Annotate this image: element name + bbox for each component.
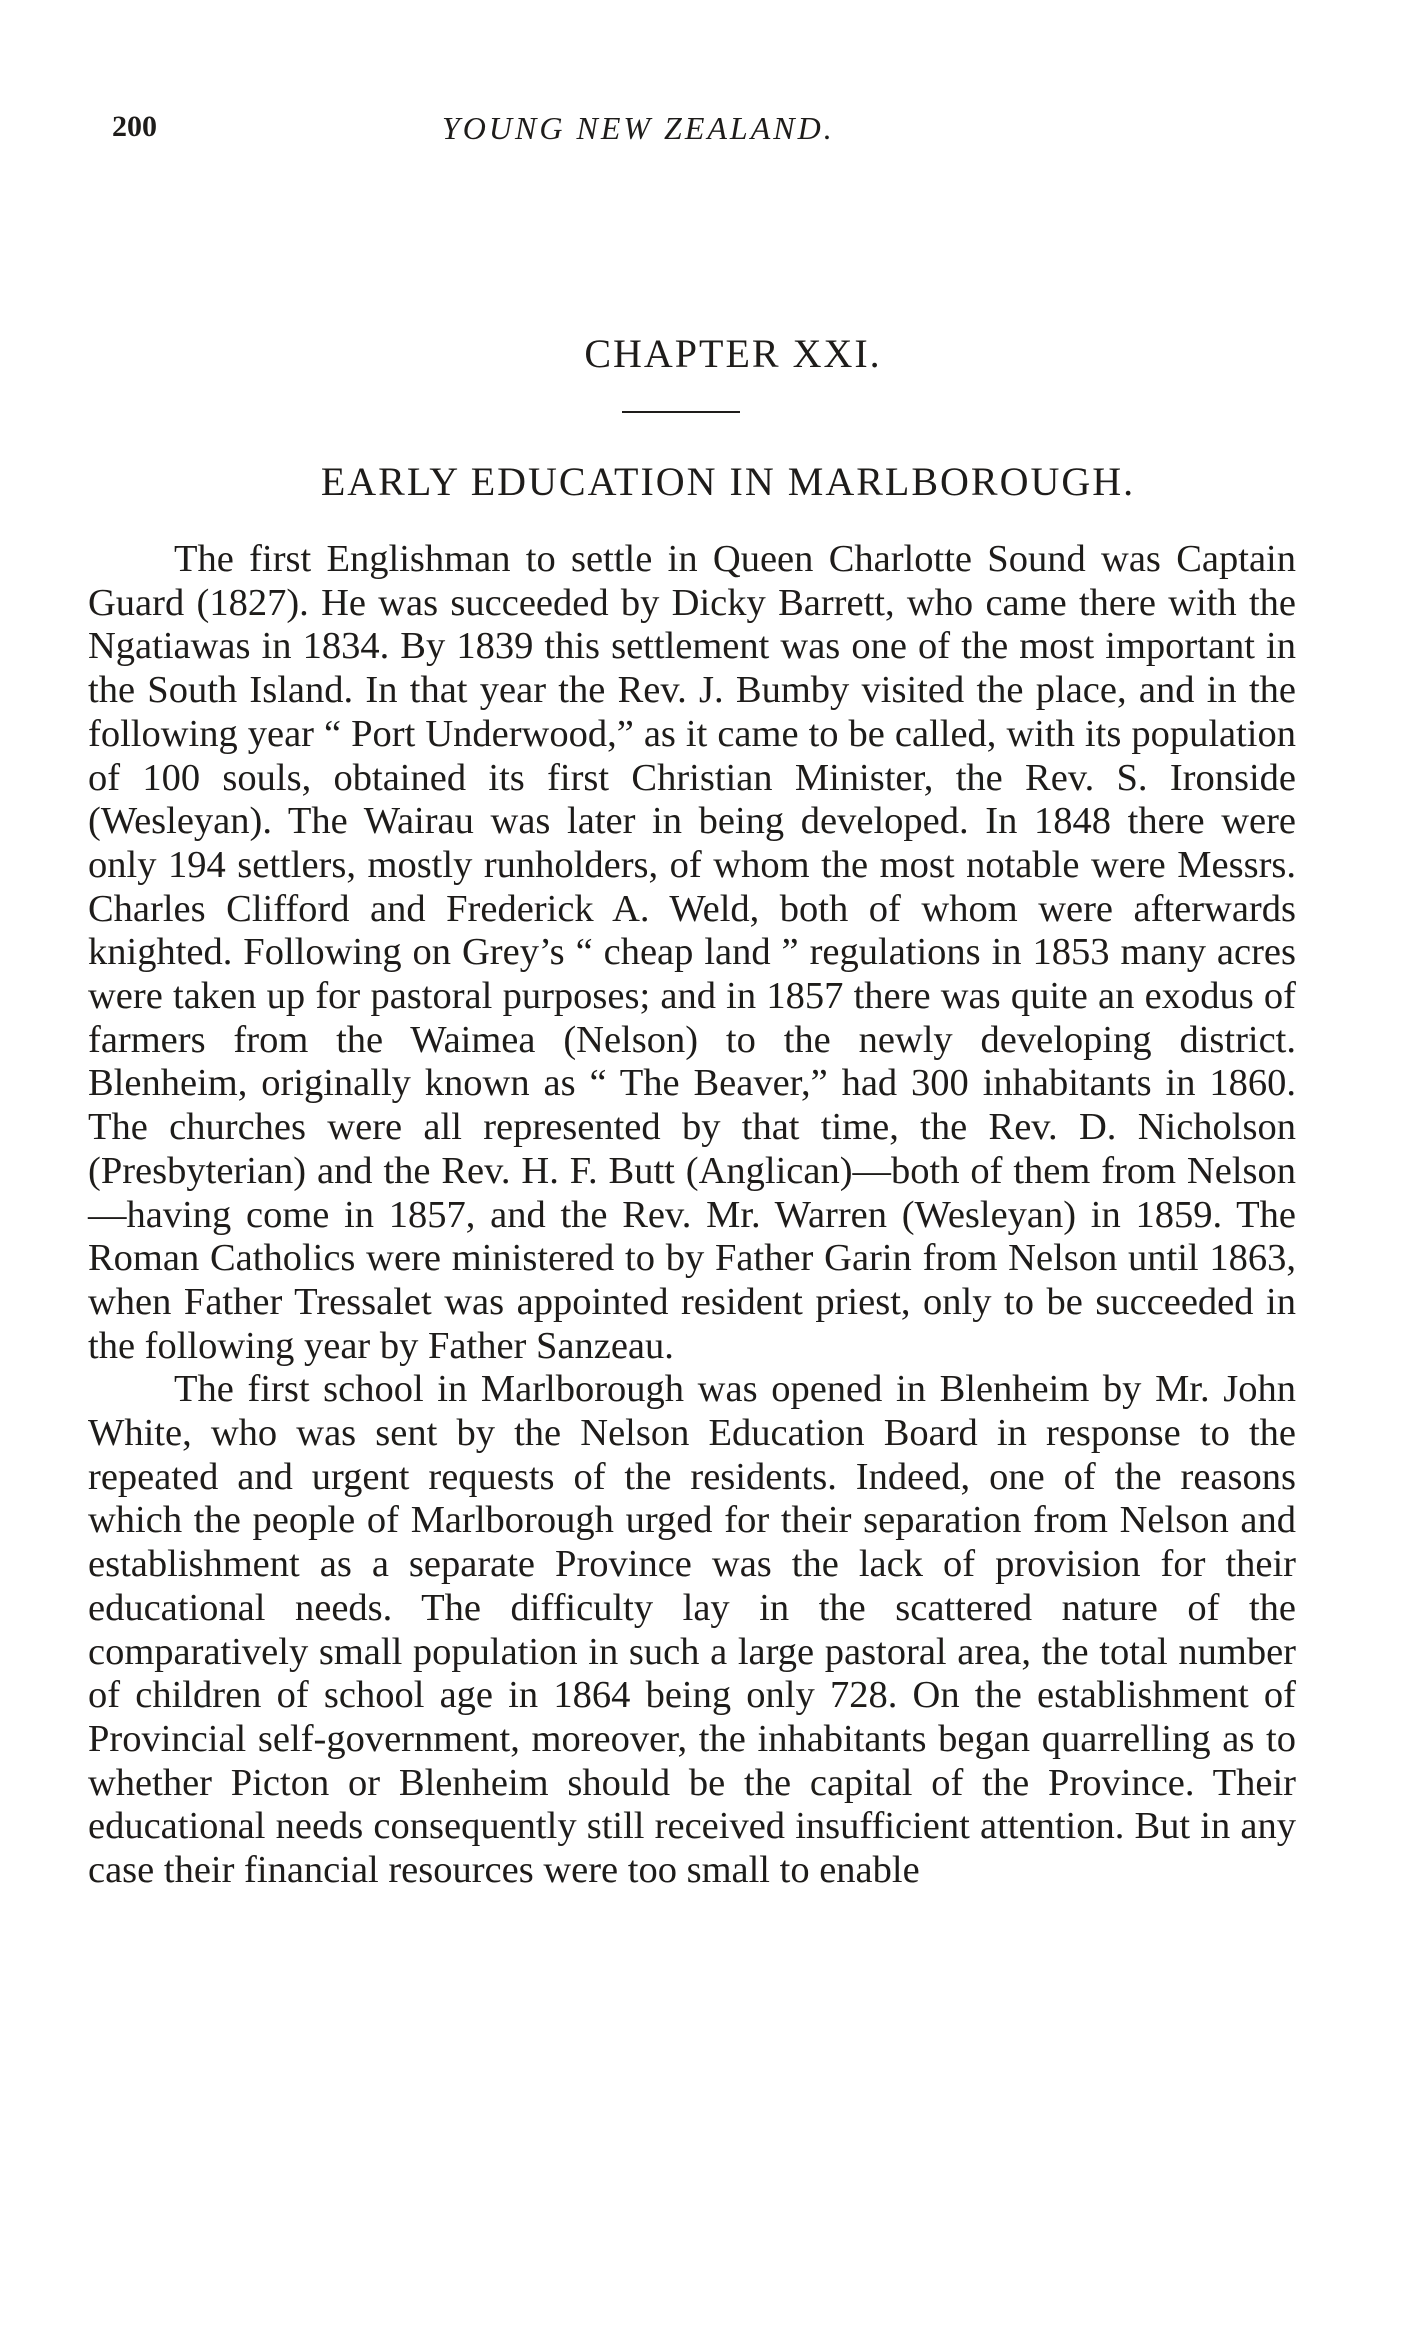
page-number: 200 xyxy=(112,110,157,143)
body-text xyxy=(88,538,1296,1893)
book-title: YOUNG NEW ZEALAND. xyxy=(442,110,835,146)
chapter-number: CHAPTER XXI. xyxy=(584,331,882,376)
chapter-title: EARLY EDUCATION IN MARLBOROUGH. xyxy=(320,459,1136,504)
paragraph-2: The first school in Marlborough was opened in Blenheim by Mr. John White, who was sent by the Nelson Education Board in response to the repeated and urgent requests of the residents. Indeed, one of the reasons which the people of Marlborough urged for their separation from Nelson and establishment as a separate Province was the lack of provision for their educational needs. The difficulty lay in the scattered nature of the comparatively small population in such a large pastoral area, the total number of children of school age in 1864 being only 728. On the establishment of Provincial self-government, moreover, the inhabitants began quarrelling as to whether Picton or Blenheim should be the capital of the Province. Their educational needs consequently still received insufficient attention. But in any case their financial resources were too small to enable xyxy=(88,1368,1296,1892)
running-head xyxy=(112,110,1300,154)
chapter-divider xyxy=(622,411,740,413)
paragraph-1: The first Englishman to settle in Queen Charlotte Sound was Captain Guard (1827). He was succeeded by Dicky Barrett, who came there with the Ngatiawas in 1834. By 1839 this settlement was one of the most important in the South Island. In that year the Rev. J. Bumby visited the place, and in the following year “ Port Underwood,” as it came to be called, with its population of 100 souls, obtained its first Christian Minister, the Rev. S. Ironside (Wesleyan). The Wairau was later in being developed. In 1848 there were only 194 settlers, mostly runholders, of whom the most notable were Messrs. Charles Clifford and Frederick A. Weld, both of whom were afterwards knighted. Following on Grey’s “ cheap land ” regulations in 1853 many acres were taken up for pastoral purposes; and in 1857 there was quite an exodus of farmers from the Waimea (Nelson) to the newly developing district. Blenheim, originally known as “ The Beaver,” had 300 inhabitants in 1860. The churches were all represented by that time, the Rev. D. Nicholson (Presbyterian) and the Rev. H. F. Butt (Anglican)—both of them from Nelson—having come in 1857, and the Rev. Mr. Warren (Wesleyan) in 1859. The Roman Catholics were ministered to by Father Garin from Nelson until 1863, when Father Tressalet was appointed resident priest, only to be succeeded in the following year by Father Sanzeau. xyxy=(88,538,1296,1367)
